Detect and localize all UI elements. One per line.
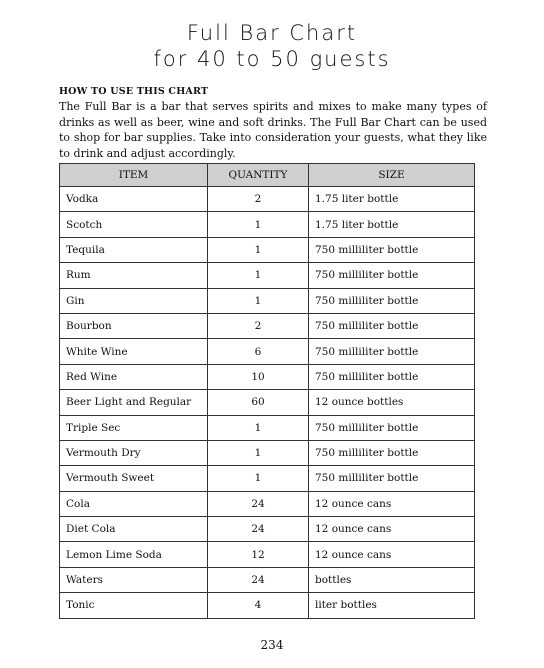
- table-row: [60, 313, 475, 338]
- size-cell: 750 milliliter bottle: [309, 440, 475, 465]
- item-cell: Beer Light and Regular: [60, 390, 208, 415]
- size-cell: 750 milliliter bottle: [309, 237, 475, 262]
- table-row: [60, 593, 475, 618]
- size-cell: 12 ounce cans: [309, 542, 475, 567]
- table-row: [60, 212, 475, 237]
- howto-heading: HOW TO USE THIS CHART: [59, 86, 209, 97]
- item-cell: White Wine: [60, 339, 208, 364]
- table-row: [60, 440, 475, 465]
- table-row: [60, 339, 475, 364]
- header-quantity: QUANTITY: [208, 164, 309, 187]
- table-row: [60, 517, 475, 542]
- table-row: [60, 288, 475, 313]
- table-header-row: [60, 164, 475, 187]
- item-cell: Tequila: [60, 237, 208, 262]
- item-cell: Waters: [60, 567, 208, 592]
- quantity-cell: 1: [208, 440, 309, 465]
- item-cell: Bourbon: [60, 313, 208, 338]
- bar-chart-table: [59, 163, 475, 619]
- intro-paragraph: The Full Bar is a bar that serves spirits and mixes to make many types of drinks as well as beer, wine and soft drinks. The Full Bar Chart can be used to shop for bar supplies. Take into consideration your guests, what they like to drink and adjust accordingly.: [59, 100, 487, 160]
- page-title: [0, 20, 544, 72]
- title-line-1: Full Bar Chart: [186, 21, 358, 45]
- header-size: SIZE: [309, 164, 475, 187]
- header-item: ITEM: [60, 164, 208, 187]
- title-line-2: for 40 to 50 guests: [153, 47, 391, 71]
- item-cell: Diet Cola: [60, 517, 208, 542]
- table-row: [60, 415, 475, 440]
- size-cell: 750 milliliter bottle: [309, 288, 475, 313]
- quantity-cell: 24: [208, 517, 309, 542]
- table-row: [60, 237, 475, 262]
- table-row: [60, 187, 475, 212]
- quantity-cell: 24: [208, 491, 309, 516]
- size-cell: 750 milliliter bottle: [309, 263, 475, 288]
- table-row: [60, 567, 475, 592]
- item-cell: Red Wine: [60, 364, 208, 389]
- size-cell: liter bottles: [309, 593, 475, 618]
- size-cell: 1.75 liter bottle: [309, 212, 475, 237]
- quantity-cell: 1: [208, 212, 309, 237]
- quantity-cell: 1: [208, 237, 309, 262]
- item-cell: Lemon Lime Soda: [60, 542, 208, 567]
- page-number: 234: [260, 638, 284, 652]
- quantity-cell: 1: [208, 415, 309, 440]
- quantity-cell: 2: [208, 313, 309, 338]
- table-row: [60, 466, 475, 491]
- size-cell: 12 ounce cans: [309, 517, 475, 542]
- item-cell: Cola: [60, 491, 208, 516]
- quantity-cell: 1: [208, 288, 309, 313]
- quantity-cell: 1: [208, 466, 309, 491]
- quantity-cell: 2: [208, 187, 309, 212]
- table-row: [60, 542, 475, 567]
- item-cell: Vodka: [60, 187, 208, 212]
- table-row: [60, 390, 475, 415]
- quantity-cell: 12: [208, 542, 309, 567]
- size-cell: 12 ounce cans: [309, 491, 475, 516]
- quantity-cell: 1: [208, 263, 309, 288]
- item-cell: Tonic: [60, 593, 208, 618]
- size-cell: 750 milliliter bottle: [309, 466, 475, 491]
- table-row: [60, 491, 475, 516]
- item-cell: Triple Sec: [60, 415, 208, 440]
- quantity-cell: 6: [208, 339, 309, 364]
- size-cell: 750 milliliter bottle: [309, 339, 475, 364]
- size-cell: 750 milliliter bottle: [309, 415, 475, 440]
- item-cell: Rum: [60, 263, 208, 288]
- size-cell: 1.75 liter bottle: [309, 187, 475, 212]
- table-row: [60, 364, 475, 389]
- size-cell: 12 ounce bottles: [309, 390, 475, 415]
- quantity-cell: 24: [208, 567, 309, 592]
- table-body: [60, 187, 475, 619]
- item-cell: Gin: [60, 288, 208, 313]
- item-cell: Vermouth Sweet: [60, 466, 208, 491]
- quantity-cell: 10: [208, 364, 309, 389]
- quantity-cell: 60: [208, 390, 309, 415]
- size-cell: 750 milliliter bottle: [309, 313, 475, 338]
- table-row: [60, 263, 475, 288]
- size-cell: bottles: [309, 567, 475, 592]
- item-cell: Vermouth Dry: [60, 440, 208, 465]
- size-cell: 750 milliliter bottle: [309, 364, 475, 389]
- item-cell: Scotch: [60, 212, 208, 237]
- quantity-cell: 4: [208, 593, 309, 618]
